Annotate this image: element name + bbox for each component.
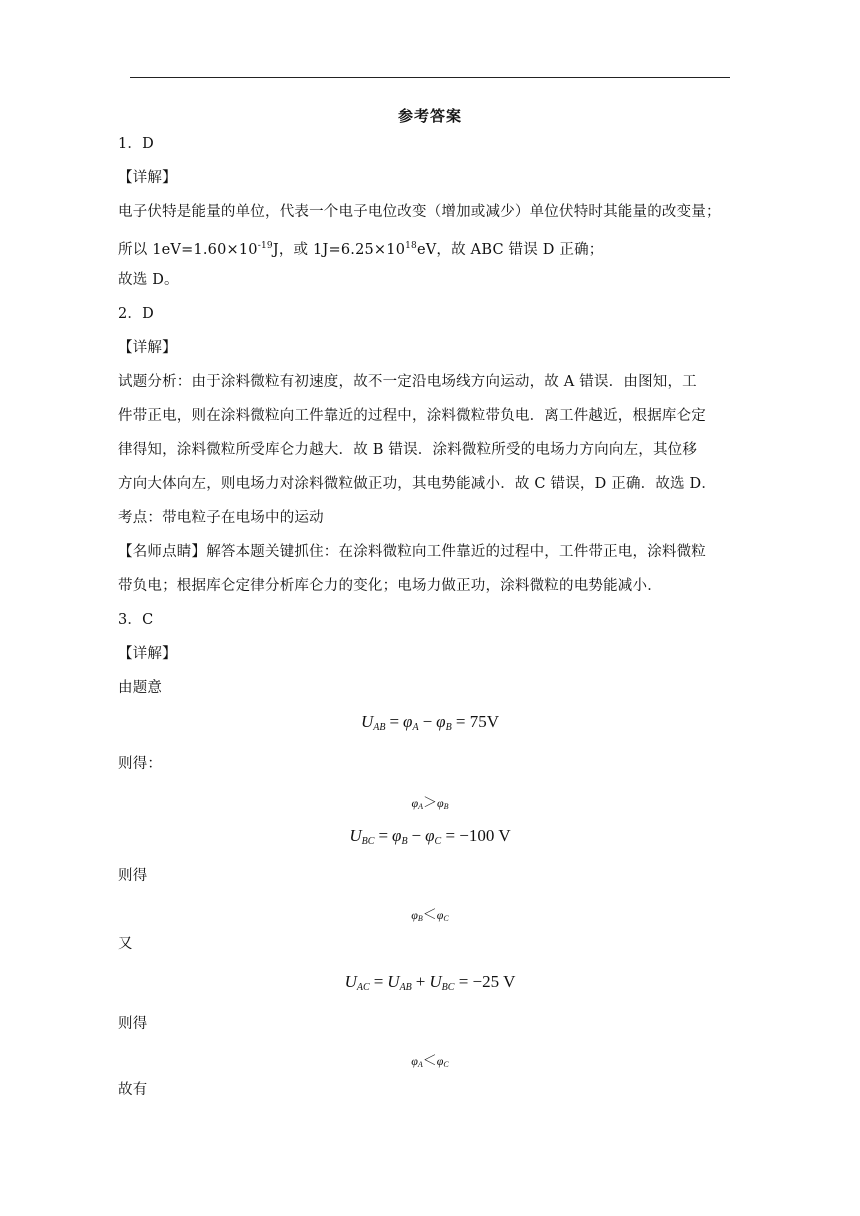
q1-text-line3: 故选 D。 [118,272,179,288]
q1-text-line2: 所以 $1eV=1.60\times 10^{-19}J$，或 $1J=6.25\times 10^{18}eV$，故 ABC 错误 D 正确； [118,241,604,258]
q3-then3: 则得 [118,1016,148,1032]
q1-text-line1: 电子伏特是能量的单位，代表一个电子电位改变（增加或减少）单位伏特时其能量的改变量； [118,204,721,220]
inequality-phib-lt-phic: $\varphi_B<\varphi_C$ [411,908,449,923]
equation-uab: $U_{AB} = \varphi_A - \varphi_B = 75V$ [360,712,500,733]
q3-hence: 故有 [118,1082,148,1098]
q2-answer: 2．D [118,306,154,322]
equation-uac: $U_{AC} = U_{AB} + U_{BC} = -25$ V [344,972,516,993]
q3-then1: 则得： [118,756,163,772]
q3-intro: 由题意 [118,680,163,696]
q3-then2: 则得 [118,868,148,884]
q2-text-line: 件带正电，则在涂料微粒向工件靠近的过程中，涂料微粒带负电．离工件越近，根据库仑定 [118,408,706,424]
q2-knowledge-point: 考点：带电粒子在电场中的运动 [118,510,324,526]
q2-detail-label: 【详解】 [118,340,177,356]
page-title: 参考答案 [397,107,462,125]
q2-text-line: 方向大体向左，则电场力对涂料微粒做正功，其电势能减小．故 C 错误，D 正确．故选 D． [118,476,717,492]
q1-detail-label: 【详解】 [118,170,177,186]
header-rule [130,77,730,78]
q3-answer: 3．C [118,612,154,628]
inequality-phia-lt-phic: $\varphi_A<\varphi_C$ [411,1054,449,1069]
q2-teacher-comment: 【名师点睛】解答本题关键抓住：在涂料微粒向工件靠近的过程中，工件带正电，涂料微粒 [118,544,706,560]
q1-answer: 1．D [118,136,154,152]
q3-also: 又 [118,936,133,952]
q3-detail-label: 【详解】 [118,646,177,662]
equation-ubc: $U_{BC} = \varphi_B - \varphi_C = -100$ V [349,826,511,847]
q2-teacher-comment: 带负电；根据库仑定律分析库仑力的变化；电场力做正功，涂料微粒的电势能减小． [118,578,662,594]
inequality-phia-gt-phib: $\varphi_A>\varphi_B$ [411,796,449,811]
q2-text-line: 试题分析：由于涂料微粒有初速度，故不一定沿电场线方向运动，故 A 错误．由图知，工 [118,374,697,390]
q2-text-line: 律得知，涂料微粒所受库仑力越大．故 B 错误．涂料微粒所受的电场力方向向左，其位移 [118,442,698,458]
